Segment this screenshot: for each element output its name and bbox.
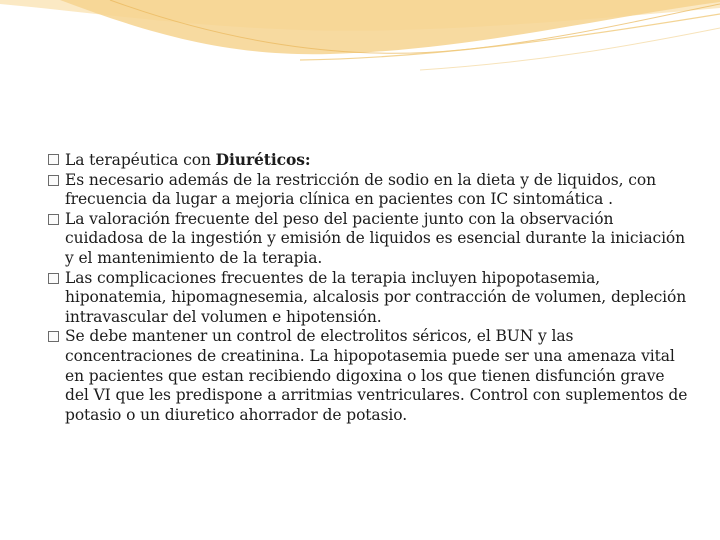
- header-decoration: [0, 0, 720, 120]
- bullet-text: Se debe mantener un control de electrolitos séricos, el BUN y las concentraciones de creatinina. La hipopotasemia puede ser una amenaza vital en pacientes que estan recibiendo digoxina o los que tienen disfunción grave del VI que les predispone a arritmias ventriculares. Control con suplementos de potasio o un diuretico ahorrador de potasio.: [65, 327, 688, 424]
- slide-body: [48, 150, 688, 425]
- bullet-item: [48, 171, 688, 210]
- bullet-item: [48, 327, 688, 425]
- bullet-text: La terapéutica con: [65, 151, 216, 169]
- bullet-item: [48, 210, 688, 269]
- bullet-box-icon: [48, 273, 59, 284]
- bullet-box-icon: [48, 214, 59, 225]
- bullet-box-icon: [48, 154, 59, 165]
- bullet-text: Las complicaciones frecuentes de la terapia incluyen hipopotasemia, hiponatemia, hipomagnesemia, alcalosis por contracción de volumen, depleción intravascular del volumen e hipotensión.: [65, 268, 687, 326]
- bullet-text-bold: Diuréticos:: [215, 150, 311, 169]
- bullet-text: La valoración frecuente del peso del paciente junto con la observación cuidadosa de la ingestión y emisión de liquidos es esencial durante la iniciación y el mantenimiento de la terapia.: [65, 209, 686, 267]
- bullet-item: [48, 269, 688, 328]
- bullet-text: Es necesario además de la restricción de sodio en la dieta y de liquidos, con frecuencia da lugar a mejoria clínica en pacientes con IC sintomática .: [65, 170, 656, 209]
- bullet-box-icon: [48, 331, 59, 342]
- bullet-item: [48, 150, 688, 171]
- bullet-box-icon: [48, 175, 59, 186]
